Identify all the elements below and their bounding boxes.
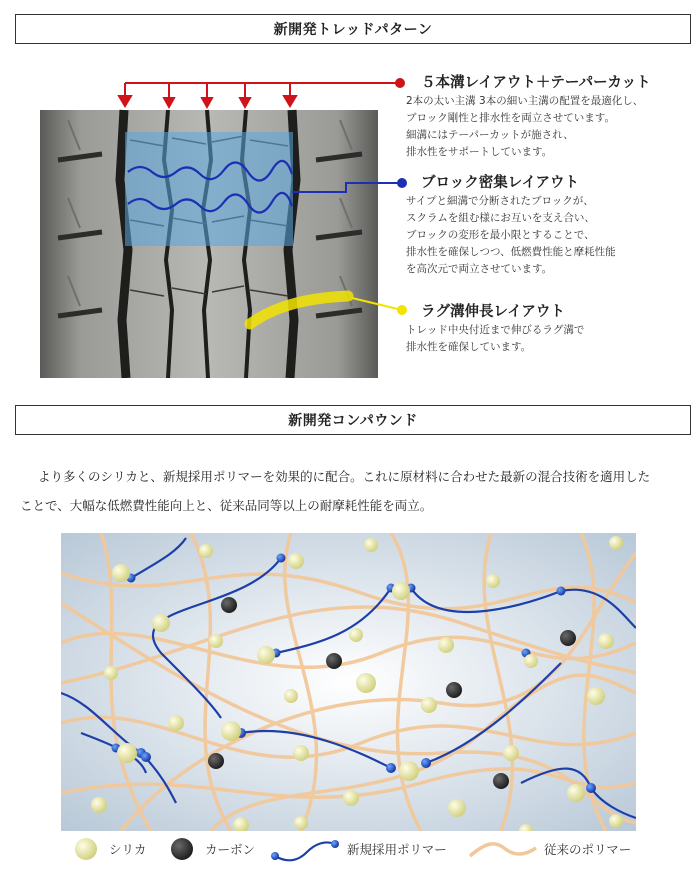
feature-heading: ラグ溝伸長レイアウト — [421, 303, 565, 320]
feature-five-groove — [404, 73, 651, 161]
feature-line: ブロック剛性と排水性を両立させています。 — [406, 112, 615, 124]
legend-silica: シリカ — [71, 831, 146, 867]
compound-legend — [61, 831, 636, 867]
feature-line: スクラムを組む様にお互いを支え合い、 — [406, 212, 595, 224]
section-title-tread-pattern: 新開発トレッドパターン — [15, 14, 691, 44]
feature-line: 2本の太い主溝 3本の細い主溝の配置を最適化し、 — [406, 95, 644, 107]
feature-line: サイプと細溝で分断されたブロックが、 — [406, 195, 594, 207]
compound-intro-text — [20, 462, 690, 520]
feature-lug-groove — [404, 302, 584, 356]
feature-line: 排水性を確保しつつ、低燃費性能と摩耗性能 — [406, 246, 616, 258]
legend-conventional-polymer: 従来のポリマー — [468, 831, 631, 867]
intro-line: ことで、大幅な低燃費性能向上と、従来品同等以上の耐摩耗性能を両立。 — [20, 498, 433, 513]
feature-line: 排水性をサポートしています。 — [406, 146, 553, 158]
feature-block-dense — [404, 173, 616, 278]
section-title-compound: 新開発コンパウンド — [15, 405, 691, 435]
legend-new-polymer: 新規採用ポリマー — [271, 831, 447, 867]
feature-line: 排水性を確保しています。 — [406, 341, 532, 353]
feature-heading: ５本溝レイアウト＋テーパーカット — [421, 74, 651, 91]
compound-illustration — [61, 533, 636, 831]
legend-carbon: カーボン — [167, 831, 255, 867]
carbon-icon — [167, 834, 197, 864]
conventional-polymer-icon — [468, 834, 538, 864]
feature-line: トレッド中央付近まで伸びるラグ溝で — [406, 324, 585, 336]
feature-line: を高次元で両立させています。 — [406, 263, 553, 275]
silica-icon — [71, 834, 101, 864]
feature-heading: ブロック密集レイアウト — [421, 174, 580, 191]
feature-line: 細溝にはテーパーカットが施され、 — [406, 129, 574, 141]
intro-line: より多くのシリカと、新規採用ポリマーを効果的に配合。これに原材料に合わせた最新の混合技術を適用した — [38, 469, 651, 484]
feature-line: ブロックの変形を最小限とすることで、 — [406, 229, 595, 241]
new-polymer-icon — [271, 834, 341, 864]
